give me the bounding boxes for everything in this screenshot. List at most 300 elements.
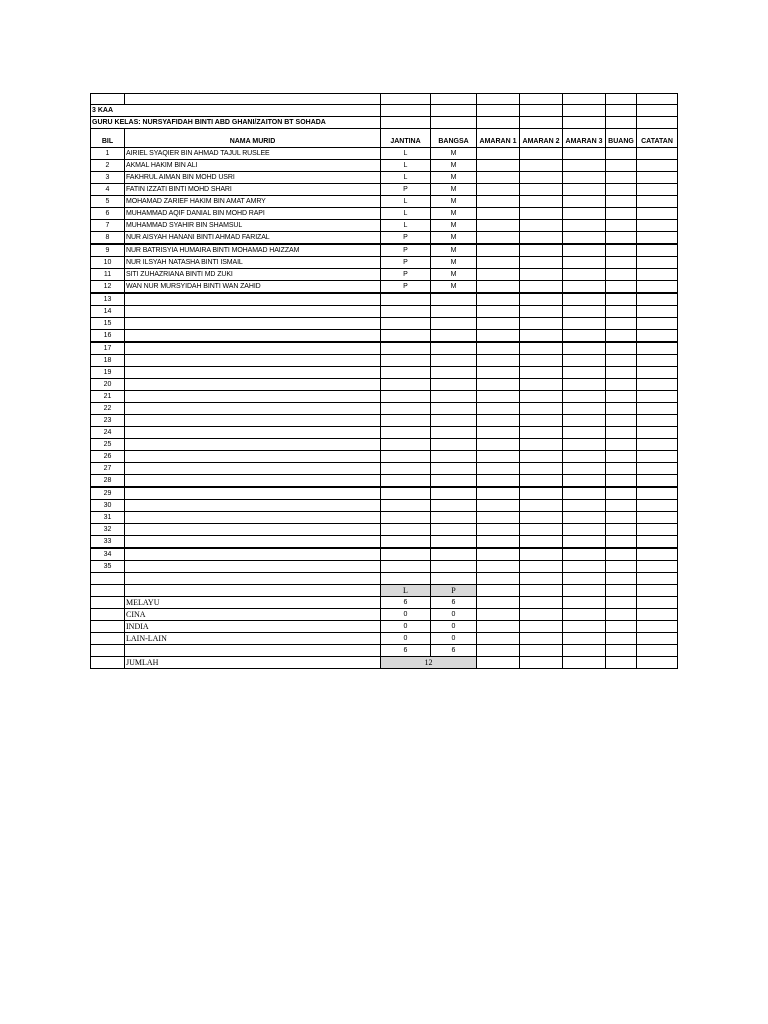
buang-cell[interactable] bbox=[606, 330, 637, 343]
bil-cell[interactable]: 25 bbox=[91, 439, 125, 451]
buang-cell[interactable] bbox=[606, 269, 637, 281]
buang-cell[interactable] bbox=[606, 208, 637, 220]
catatan-cell[interactable] bbox=[637, 342, 678, 355]
amaran-1-cell[interactable] bbox=[477, 184, 520, 196]
amaran-1-cell[interactable] bbox=[477, 524, 520, 536]
amaran-1-cell[interactable] bbox=[477, 463, 520, 475]
amaran-1-cell[interactable] bbox=[477, 415, 520, 427]
bangsa-cell[interactable] bbox=[431, 391, 477, 403]
buang-cell[interactable] bbox=[606, 318, 637, 330]
amaran-3-cell[interactable] bbox=[563, 244, 606, 257]
amaran-1-cell[interactable] bbox=[477, 403, 520, 415]
amaran-1-cell[interactable] bbox=[477, 561, 520, 573]
amaran-1-cell[interactable] bbox=[477, 330, 520, 343]
amaran-1-cell[interactable] bbox=[477, 196, 520, 208]
student-name-cell[interactable]: FATIN IZZATI BINTI MOHD SHARI bbox=[125, 184, 381, 196]
amaran-2-cell[interactable] bbox=[520, 391, 563, 403]
bil-cell[interactable]: 5 bbox=[91, 196, 125, 208]
jantina-cell[interactable] bbox=[381, 306, 431, 318]
buang-cell[interactable] bbox=[606, 487, 637, 500]
amaran-3-cell[interactable] bbox=[563, 355, 606, 367]
amaran-1-cell[interactable] bbox=[477, 306, 520, 318]
jantina-cell[interactable] bbox=[381, 427, 431, 439]
summary-l-cell[interactable]: 0 bbox=[381, 609, 431, 621]
bangsa-cell[interactable] bbox=[431, 463, 477, 475]
catatan-cell[interactable] bbox=[637, 281, 678, 294]
amaran-1-cell[interactable] bbox=[477, 293, 520, 306]
bil-cell[interactable]: 30 bbox=[91, 500, 125, 512]
catatan-cell[interactable] bbox=[637, 306, 678, 318]
bangsa-cell[interactable] bbox=[431, 439, 477, 451]
jantina-cell[interactable] bbox=[381, 355, 431, 367]
student-name-cell[interactable]: AIRIEL SYAQIER BIN AHMAD TAJUL RUSLEE bbox=[125, 148, 381, 160]
header-amaran-3[interactable]: AMARAN 3 bbox=[563, 129, 606, 148]
amaran-2-cell[interactable] bbox=[520, 403, 563, 415]
amaran-3-cell[interactable] bbox=[563, 367, 606, 379]
amaran-2-cell[interactable] bbox=[520, 379, 563, 391]
jantina-cell[interactable]: L bbox=[381, 148, 431, 160]
buang-cell[interactable] bbox=[606, 172, 637, 184]
catatan-cell[interactable] bbox=[637, 318, 678, 330]
header-amaran-1[interactable]: AMARAN 1 bbox=[477, 129, 520, 148]
amaran-2-cell[interactable] bbox=[520, 330, 563, 343]
amaran-3-cell[interactable] bbox=[563, 281, 606, 294]
buang-cell[interactable] bbox=[606, 512, 637, 524]
amaran-3-cell[interactable] bbox=[563, 415, 606, 427]
buang-cell[interactable] bbox=[606, 220, 637, 232]
class-teacher[interactable]: GURU KELAS: NURSYAFIDAH BINTI ABD GHANI/ZAITON BT SOHADA bbox=[91, 117, 381, 129]
student-name-cell[interactable] bbox=[125, 536, 381, 549]
amaran-1-cell[interactable] bbox=[477, 257, 520, 269]
bangsa-cell[interactable] bbox=[431, 318, 477, 330]
summary-p-cell[interactable]: 0 bbox=[431, 621, 477, 633]
student-name-cell[interactable] bbox=[125, 439, 381, 451]
buang-cell[interactable] bbox=[606, 475, 637, 488]
amaran-3-cell[interactable] bbox=[563, 548, 606, 561]
catatan-cell[interactable] bbox=[637, 524, 678, 536]
student-name-cell[interactable]: MUHAMMAD SYAHIR BIN SHAMSUL bbox=[125, 220, 381, 232]
buang-cell[interactable] bbox=[606, 367, 637, 379]
student-name-cell[interactable]: AKMAL HAKIM BIN ALI bbox=[125, 160, 381, 172]
jantina-cell[interactable]: P bbox=[381, 269, 431, 281]
amaran-3-cell[interactable] bbox=[563, 512, 606, 524]
catatan-cell[interactable] bbox=[637, 330, 678, 343]
catatan-cell[interactable] bbox=[637, 160, 678, 172]
amaran-1-cell[interactable] bbox=[477, 451, 520, 463]
amaran-3-cell[interactable] bbox=[563, 524, 606, 536]
bangsa-cell[interactable]: M bbox=[431, 172, 477, 184]
jantina-cell[interactable] bbox=[381, 293, 431, 306]
amaran-2-cell[interactable] bbox=[520, 257, 563, 269]
amaran-2-cell[interactable] bbox=[520, 281, 563, 294]
amaran-2-cell[interactable] bbox=[520, 293, 563, 306]
summary-label[interactable] bbox=[125, 645, 381, 657]
amaran-2-cell[interactable] bbox=[520, 463, 563, 475]
bangsa-cell[interactable]: M bbox=[431, 184, 477, 196]
bil-cell[interactable]: 20 bbox=[91, 379, 125, 391]
buang-cell[interactable] bbox=[606, 524, 637, 536]
student-name-cell[interactable] bbox=[125, 475, 381, 488]
student-name-cell[interactable] bbox=[125, 330, 381, 343]
amaran-2-cell[interactable] bbox=[520, 451, 563, 463]
amaran-1-cell[interactable] bbox=[477, 160, 520, 172]
jantina-cell[interactable] bbox=[381, 561, 431, 573]
summary-label[interactable]: MELAYU bbox=[125, 597, 381, 609]
bil-cell[interactable]: 33 bbox=[91, 536, 125, 549]
catatan-cell[interactable] bbox=[637, 172, 678, 184]
header-nama[interactable]: NAMA MURID bbox=[125, 129, 381, 148]
summary-l-cell[interactable]: 0 bbox=[381, 633, 431, 645]
catatan-cell[interactable] bbox=[637, 269, 678, 281]
catatan-cell[interactable] bbox=[637, 220, 678, 232]
catatan-cell[interactable] bbox=[637, 487, 678, 500]
amaran-3-cell[interactable] bbox=[563, 330, 606, 343]
catatan-cell[interactable] bbox=[637, 403, 678, 415]
student-name-cell[interactable] bbox=[125, 512, 381, 524]
amaran-3-cell[interactable] bbox=[563, 257, 606, 269]
jantina-cell[interactable] bbox=[381, 512, 431, 524]
summary-l-cell[interactable]: 6 bbox=[381, 645, 431, 657]
amaran-1-cell[interactable] bbox=[477, 355, 520, 367]
summary-l-cell[interactable]: L bbox=[381, 585, 431, 597]
bil-cell[interactable]: 12 bbox=[91, 281, 125, 294]
bangsa-cell[interactable] bbox=[431, 548, 477, 561]
amaran-2-cell[interactable] bbox=[520, 487, 563, 500]
summary-l-cell[interactable]: 6 bbox=[381, 597, 431, 609]
catatan-cell[interactable] bbox=[637, 561, 678, 573]
amaran-1-cell[interactable] bbox=[477, 500, 520, 512]
amaran-3-cell[interactable] bbox=[563, 220, 606, 232]
jantina-cell[interactable] bbox=[381, 379, 431, 391]
jantina-cell[interactable] bbox=[381, 536, 431, 549]
jantina-cell[interactable] bbox=[381, 524, 431, 536]
header-bil[interactable]: BIL bbox=[91, 129, 125, 148]
amaran-2-cell[interactable] bbox=[520, 244, 563, 257]
amaran-1-cell[interactable] bbox=[477, 439, 520, 451]
bangsa-cell[interactable]: M bbox=[431, 196, 477, 208]
jantina-cell[interactable] bbox=[381, 500, 431, 512]
jantina-cell[interactable]: P bbox=[381, 281, 431, 294]
bil-cell[interactable]: 8 bbox=[91, 232, 125, 245]
summary-l-cell[interactable]: 0 bbox=[381, 621, 431, 633]
amaran-2-cell[interactable] bbox=[520, 196, 563, 208]
jantina-cell[interactable]: P bbox=[381, 232, 431, 245]
catatan-cell[interactable] bbox=[637, 355, 678, 367]
amaran-3-cell[interactable] bbox=[563, 500, 606, 512]
jantina-cell[interactable] bbox=[381, 318, 431, 330]
amaran-3-cell[interactable] bbox=[563, 487, 606, 500]
bangsa-cell[interactable] bbox=[431, 293, 477, 306]
amaran-1-cell[interactable] bbox=[477, 244, 520, 257]
bangsa-cell[interactable]: M bbox=[431, 232, 477, 245]
amaran-1-cell[interactable] bbox=[477, 512, 520, 524]
amaran-2-cell[interactable] bbox=[520, 561, 563, 573]
amaran-3-cell[interactable] bbox=[563, 451, 606, 463]
catatan-cell[interactable] bbox=[637, 512, 678, 524]
jantina-cell[interactable] bbox=[381, 439, 431, 451]
catatan-cell[interactable] bbox=[637, 391, 678, 403]
buang-cell[interactable] bbox=[606, 415, 637, 427]
amaran-3-cell[interactable] bbox=[563, 269, 606, 281]
amaran-1-cell[interactable] bbox=[477, 220, 520, 232]
buang-cell[interactable] bbox=[606, 184, 637, 196]
amaran-2-cell[interactable] bbox=[520, 232, 563, 245]
catatan-cell[interactable] bbox=[637, 184, 678, 196]
catatan-cell[interactable] bbox=[637, 208, 678, 220]
amaran-1-cell[interactable] bbox=[477, 208, 520, 220]
buang-cell[interactable] bbox=[606, 548, 637, 561]
student-name-cell[interactable] bbox=[125, 487, 381, 500]
bil-cell[interactable]: 10 bbox=[91, 257, 125, 269]
amaran-2-cell[interactable] bbox=[520, 524, 563, 536]
catatan-cell[interactable] bbox=[637, 196, 678, 208]
catatan-cell[interactable] bbox=[637, 257, 678, 269]
buang-cell[interactable] bbox=[606, 257, 637, 269]
jantina-cell[interactable] bbox=[381, 487, 431, 500]
bangsa-cell[interactable] bbox=[431, 487, 477, 500]
bangsa-cell[interactable] bbox=[431, 561, 477, 573]
buang-cell[interactable] bbox=[606, 403, 637, 415]
summary-p-cell[interactable]: 0 bbox=[431, 609, 477, 621]
catatan-cell[interactable] bbox=[637, 379, 678, 391]
student-name-cell[interactable] bbox=[125, 427, 381, 439]
summary-label[interactable] bbox=[125, 585, 381, 597]
amaran-3-cell[interactable] bbox=[563, 306, 606, 318]
bangsa-cell[interactable]: M bbox=[431, 244, 477, 257]
amaran-1-cell[interactable] bbox=[477, 487, 520, 500]
summary-p-cell[interactable]: P bbox=[431, 585, 477, 597]
summary-label[interactable]: LAIN-LAIN bbox=[125, 633, 381, 645]
catatan-cell[interactable] bbox=[637, 500, 678, 512]
amaran-2-cell[interactable] bbox=[520, 148, 563, 160]
amaran-3-cell[interactable] bbox=[563, 318, 606, 330]
jantina-cell[interactable] bbox=[381, 367, 431, 379]
buang-cell[interactable] bbox=[606, 561, 637, 573]
bil-cell[interactable]: 2 bbox=[91, 160, 125, 172]
amaran-1-cell[interactable] bbox=[477, 367, 520, 379]
student-name-cell[interactable]: WAN NUR MURSYIDAH BINTI WAN ZAHID bbox=[125, 281, 381, 294]
catatan-cell[interactable] bbox=[637, 427, 678, 439]
bangsa-cell[interactable] bbox=[431, 512, 477, 524]
bangsa-cell[interactable] bbox=[431, 427, 477, 439]
bil-cell[interactable]: 7 bbox=[91, 220, 125, 232]
student-name-cell[interactable] bbox=[125, 391, 381, 403]
bil-cell[interactable]: 22 bbox=[91, 403, 125, 415]
catatan-cell[interactable] bbox=[637, 463, 678, 475]
catatan-cell[interactable] bbox=[637, 244, 678, 257]
bil-cell[interactable]: 9 bbox=[91, 244, 125, 257]
student-name-cell[interactable] bbox=[125, 451, 381, 463]
jantina-cell[interactable] bbox=[381, 548, 431, 561]
student-name-cell[interactable] bbox=[125, 524, 381, 536]
catatan-cell[interactable] bbox=[637, 367, 678, 379]
bangsa-cell[interactable] bbox=[431, 342, 477, 355]
header-amaran-2[interactable]: AMARAN 2 bbox=[520, 129, 563, 148]
jantina-cell[interactable] bbox=[381, 391, 431, 403]
catatan-cell[interactable] bbox=[637, 148, 678, 160]
bil-cell[interactable]: 21 bbox=[91, 391, 125, 403]
bangsa-cell[interactable] bbox=[431, 524, 477, 536]
amaran-2-cell[interactable] bbox=[520, 269, 563, 281]
bil-cell[interactable]: 14 bbox=[91, 306, 125, 318]
amaran-2-cell[interactable] bbox=[520, 548, 563, 561]
catatan-cell[interactable] bbox=[637, 415, 678, 427]
amaran-2-cell[interactable] bbox=[520, 355, 563, 367]
student-name-cell[interactable]: SITI ZUHAZRIANA BINTI MD ZUKI bbox=[125, 269, 381, 281]
amaran-2-cell[interactable] bbox=[520, 439, 563, 451]
summary-label[interactable]: JUMLAH bbox=[125, 657, 381, 669]
amaran-2-cell[interactable] bbox=[520, 220, 563, 232]
student-name-cell[interactable]: FAKHRUL AIMAN BIN MOHD USRI bbox=[125, 172, 381, 184]
bangsa-cell[interactable]: M bbox=[431, 148, 477, 160]
amaran-3-cell[interactable] bbox=[563, 403, 606, 415]
buang-cell[interactable] bbox=[606, 160, 637, 172]
bangsa-cell[interactable] bbox=[431, 403, 477, 415]
student-name-cell[interactable] bbox=[125, 415, 381, 427]
bangsa-cell[interactable] bbox=[431, 451, 477, 463]
student-name-cell[interactable]: NUR BATRISYIA HUMAIRA BINTI MOHAMAD HAIZZAM bbox=[125, 244, 381, 257]
jantina-cell[interactable]: L bbox=[381, 172, 431, 184]
student-name-cell[interactable] bbox=[125, 367, 381, 379]
bil-cell[interactable]: 4 bbox=[91, 184, 125, 196]
student-name-cell[interactable] bbox=[125, 355, 381, 367]
bil-cell[interactable]: 26 bbox=[91, 451, 125, 463]
amaran-2-cell[interactable] bbox=[520, 172, 563, 184]
amaran-3-cell[interactable] bbox=[563, 561, 606, 573]
bangsa-cell[interactable] bbox=[431, 415, 477, 427]
catatan-cell[interactable] bbox=[637, 548, 678, 561]
amaran-2-cell[interactable] bbox=[520, 415, 563, 427]
catatan-cell[interactable] bbox=[637, 293, 678, 306]
summary-label[interactable]: CINA bbox=[125, 609, 381, 621]
buang-cell[interactable] bbox=[606, 463, 637, 475]
buang-cell[interactable] bbox=[606, 244, 637, 257]
bil-cell[interactable]: 15 bbox=[91, 318, 125, 330]
bil-cell[interactable]: 18 bbox=[91, 355, 125, 367]
bil-cell[interactable]: 13 bbox=[91, 293, 125, 306]
jantina-cell[interactable] bbox=[381, 330, 431, 343]
student-name-cell[interactable] bbox=[125, 379, 381, 391]
student-name-cell[interactable]: MOHAMAD ZARIEF HAKIM BIN AMAT AMRY bbox=[125, 196, 381, 208]
buang-cell[interactable] bbox=[606, 342, 637, 355]
buang-cell[interactable] bbox=[606, 500, 637, 512]
student-name-cell[interactable] bbox=[125, 342, 381, 355]
amaran-1-cell[interactable] bbox=[477, 379, 520, 391]
student-name-cell[interactable] bbox=[125, 306, 381, 318]
jantina-cell[interactable]: P bbox=[381, 184, 431, 196]
bil-cell[interactable]: 6 bbox=[91, 208, 125, 220]
buang-cell[interactable] bbox=[606, 439, 637, 451]
student-name-cell[interactable]: NUR AISYAH HANANI BINTI AHMAD FARIZAL bbox=[125, 232, 381, 245]
amaran-3-cell[interactable] bbox=[563, 475, 606, 488]
buang-cell[interactable] bbox=[606, 536, 637, 549]
bangsa-cell[interactable] bbox=[431, 367, 477, 379]
buang-cell[interactable] bbox=[606, 427, 637, 439]
amaran-1-cell[interactable] bbox=[477, 536, 520, 549]
amaran-3-cell[interactable] bbox=[563, 379, 606, 391]
bil-cell[interactable]: 19 bbox=[91, 367, 125, 379]
buang-cell[interactable] bbox=[606, 281, 637, 294]
header-jantina[interactable]: JANTINA bbox=[381, 129, 431, 148]
bangsa-cell[interactable] bbox=[431, 355, 477, 367]
jumlah-value[interactable]: 12 bbox=[381, 657, 477, 669]
jantina-cell[interactable] bbox=[381, 342, 431, 355]
student-name-cell[interactable] bbox=[125, 318, 381, 330]
jantina-cell[interactable] bbox=[381, 415, 431, 427]
amaran-2-cell[interactable] bbox=[520, 427, 563, 439]
amaran-3-cell[interactable] bbox=[563, 427, 606, 439]
bangsa-cell[interactable] bbox=[431, 475, 477, 488]
buang-cell[interactable] bbox=[606, 451, 637, 463]
amaran-2-cell[interactable] bbox=[520, 500, 563, 512]
amaran-1-cell[interactable] bbox=[477, 342, 520, 355]
student-name-cell[interactable] bbox=[125, 548, 381, 561]
bil-cell[interactable]: 24 bbox=[91, 427, 125, 439]
amaran-2-cell[interactable] bbox=[520, 318, 563, 330]
bil-cell[interactable]: 32 bbox=[91, 524, 125, 536]
jantina-cell[interactable]: L bbox=[381, 196, 431, 208]
bil-cell[interactable]: 23 bbox=[91, 415, 125, 427]
amaran-2-cell[interactable] bbox=[520, 208, 563, 220]
summary-p-cell[interactable]: 0 bbox=[431, 633, 477, 645]
bil-cell[interactable]: 1 bbox=[91, 148, 125, 160]
amaran-3-cell[interactable] bbox=[563, 184, 606, 196]
jantina-cell[interactable]: P bbox=[381, 257, 431, 269]
bangsa-cell[interactable]: M bbox=[431, 208, 477, 220]
bil-cell[interactable]: 29 bbox=[91, 487, 125, 500]
amaran-3-cell[interactable] bbox=[563, 196, 606, 208]
catatan-cell[interactable] bbox=[637, 536, 678, 549]
bil-cell[interactable]: 31 bbox=[91, 512, 125, 524]
jantina-cell[interactable]: L bbox=[381, 160, 431, 172]
amaran-3-cell[interactable] bbox=[563, 439, 606, 451]
bangsa-cell[interactable] bbox=[431, 379, 477, 391]
bil-cell[interactable]: 27 bbox=[91, 463, 125, 475]
bangsa-cell[interactable] bbox=[431, 330, 477, 343]
buang-cell[interactable] bbox=[606, 293, 637, 306]
student-name-cell[interactable]: NUR ILSYAH NATASHA BINTI ISMAIL bbox=[125, 257, 381, 269]
amaran-3-cell[interactable] bbox=[563, 293, 606, 306]
buang-cell[interactable] bbox=[606, 148, 637, 160]
amaran-3-cell[interactable] bbox=[563, 536, 606, 549]
bangsa-cell[interactable] bbox=[431, 500, 477, 512]
amaran-1-cell[interactable] bbox=[477, 548, 520, 561]
summary-label[interactable]: INDIA bbox=[125, 621, 381, 633]
amaran-1-cell[interactable] bbox=[477, 475, 520, 488]
class-label[interactable]: 3 KAA bbox=[91, 105, 381, 117]
amaran-1-cell[interactable] bbox=[477, 148, 520, 160]
amaran-1-cell[interactable] bbox=[477, 391, 520, 403]
student-name-cell[interactable] bbox=[125, 293, 381, 306]
amaran-2-cell[interactable] bbox=[520, 184, 563, 196]
jantina-cell[interactable]: P bbox=[381, 244, 431, 257]
summary-p-cell[interactable]: 6 bbox=[431, 645, 477, 657]
amaran-3-cell[interactable] bbox=[563, 391, 606, 403]
summary-p-cell[interactable]: 6 bbox=[431, 597, 477, 609]
amaran-3-cell[interactable] bbox=[563, 160, 606, 172]
bangsa-cell[interactable]: M bbox=[431, 281, 477, 294]
header-buang[interactable]: BUANG bbox=[606, 129, 637, 148]
buang-cell[interactable] bbox=[606, 232, 637, 245]
jantina-cell[interactable]: L bbox=[381, 208, 431, 220]
amaran-2-cell[interactable] bbox=[520, 306, 563, 318]
amaran-2-cell[interactable] bbox=[520, 367, 563, 379]
student-name-cell[interactable] bbox=[125, 500, 381, 512]
amaran-2-cell[interactable] bbox=[520, 160, 563, 172]
jantina-cell[interactable] bbox=[381, 403, 431, 415]
bangsa-cell[interactable]: M bbox=[431, 269, 477, 281]
catatan-cell[interactable] bbox=[637, 451, 678, 463]
